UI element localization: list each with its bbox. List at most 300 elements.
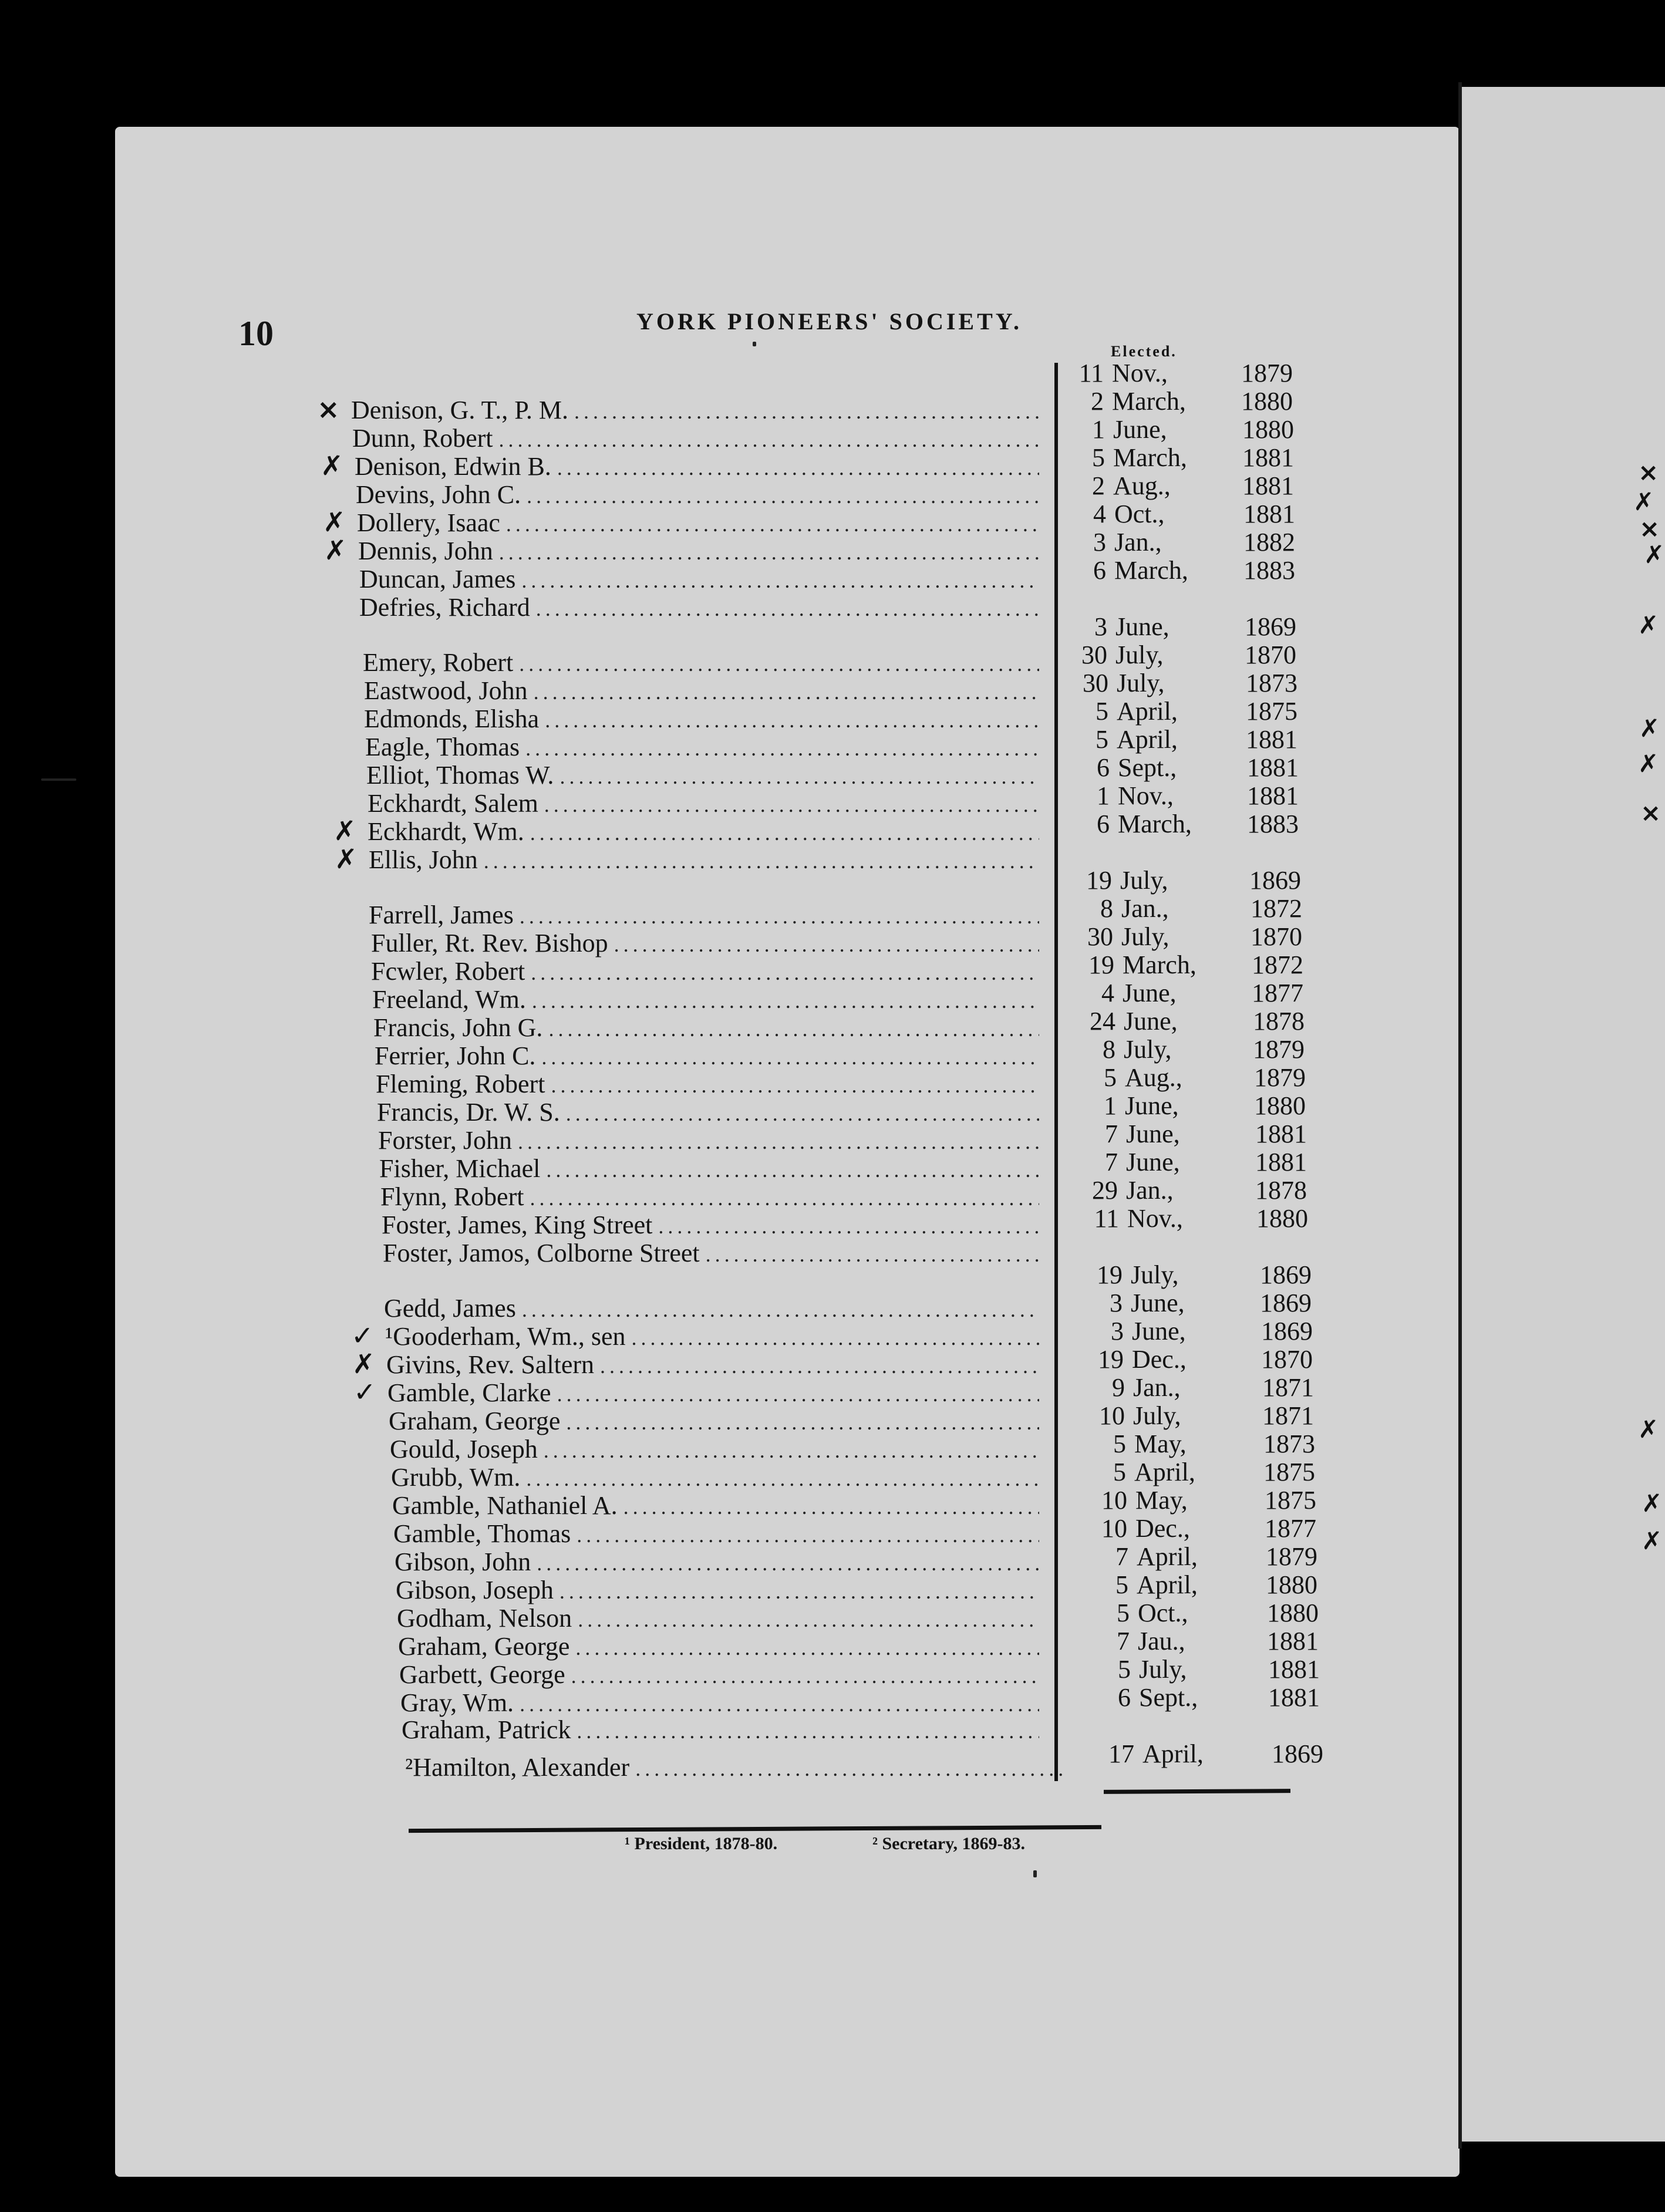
dot-leader	[538, 1437, 1039, 1464]
member-name: Dennis, John	[358, 537, 493, 565]
member-name: Gould, Joseph	[390, 1435, 538, 1464]
checkmark-annotation: ✓	[351, 1320, 374, 1351]
member-name: Farrell, James	[369, 901, 514, 929]
member-name: Duncan, James	[359, 565, 516, 594]
date-year: 1877	[1265, 1514, 1316, 1543]
elected-column-heading: Elected.	[1111, 343, 1177, 360]
member-row	[380, 1183, 1039, 1210]
date-month: March,	[1112, 387, 1186, 416]
member-name: Graham, George	[389, 1407, 561, 1435]
dot-leader	[538, 791, 1039, 818]
member-row	[372, 986, 1039, 1013]
facing-page-mark: ✗	[1639, 714, 1660, 743]
elected-date	[1071, 528, 1295, 557]
date-month: April,	[1134, 1458, 1195, 1486]
facing-page-edge	[1458, 87, 1665, 2142]
dot-leader	[629, 1755, 1063, 1782]
dot-leader	[569, 1634, 1039, 1661]
date-month: March,	[1114, 556, 1188, 585]
date-month: April,	[1142, 1739, 1204, 1768]
date-month: Oct.,	[1138, 1599, 1188, 1627]
dot-leader	[652, 1213, 1039, 1240]
member-name: Flynn, Robert	[380, 1182, 524, 1211]
member-name: Dollery, Isaac	[357, 508, 500, 537]
elected-date	[1091, 1458, 1315, 1486]
member-row	[371, 958, 1039, 985]
date-day: 11	[1094, 1204, 1119, 1233]
member-name: Freeland, Wm.	[372, 985, 526, 1014]
elected-date	[1081, 1064, 1306, 1092]
date-day: 3	[1110, 1289, 1123, 1317]
date-month: June,	[1126, 1148, 1180, 1176]
member-row	[393, 1520, 1039, 1547]
date-day: 10	[1101, 1486, 1127, 1515]
date-year: 1881	[1242, 471, 1294, 500]
date-month: June,	[1126, 1120, 1180, 1148]
dot-leader	[560, 1409, 1039, 1436]
date-month: Aug.,	[1125, 1063, 1182, 1092]
date-year: 1881	[1242, 443, 1294, 472]
date-day: 8	[1103, 1035, 1115, 1064]
checkmark-annotation: ×	[317, 393, 340, 425]
member-row	[369, 847, 1039, 874]
date-month: July,	[1121, 922, 1169, 951]
elected-date	[1083, 1120, 1307, 1148]
member-row	[391, 1464, 1039, 1491]
date-year: 1873	[1263, 1429, 1315, 1458]
elected-date	[1094, 1599, 1319, 1627]
date-month: June,	[1115, 612, 1169, 641]
dot-leader	[493, 539, 1039, 566]
footnote-president: ¹ President, 1878-80.	[625, 1834, 778, 1853]
date-day: 3	[1111, 1317, 1124, 1346]
elected-date	[1074, 810, 1299, 838]
date-year: 1869	[1245, 612, 1296, 641]
member-row	[366, 762, 1039, 789]
date-month: July,	[1120, 866, 1168, 895]
dot-leader	[554, 763, 1039, 790]
member-name: Graham, Patrick	[402, 1715, 571, 1744]
elected-date	[1092, 1486, 1316, 1515]
member-row	[377, 1099, 1039, 1126]
date-month: June,	[1113, 415, 1167, 444]
member-name: Forster, John	[378, 1126, 513, 1155]
member-name: Francis, Dr. W. S.	[377, 1098, 560, 1127]
checkmark-annotation: ✗	[335, 843, 358, 875]
date-month: Sept.,	[1139, 1683, 1198, 1712]
column-divider	[1054, 363, 1058, 1781]
date-year: 1871	[1262, 1373, 1314, 1402]
dot-leader	[526, 987, 1039, 1014]
date-day: 3	[1093, 528, 1106, 557]
date-year: 1875	[1265, 1486, 1316, 1515]
checkmark-annotation: ✗	[333, 815, 356, 847]
date-day: 19	[1097, 1260, 1123, 1289]
dot-leader	[571, 1522, 1039, 1549]
date-year: 1880	[1256, 1204, 1308, 1233]
member-row	[355, 453, 1039, 480]
elected-date	[1078, 923, 1302, 951]
dot-leader	[512, 1128, 1039, 1155]
date-day: 30	[1087, 922, 1113, 951]
elected-date	[1083, 1176, 1307, 1205]
date-day: 30	[1083, 669, 1108, 697]
member-row	[373, 1014, 1039, 1041]
dot-leader	[542, 1016, 1039, 1043]
member-row	[356, 481, 1039, 508]
dot-leader	[515, 567, 1039, 594]
member-name: Foster, James, King Street	[382, 1210, 653, 1239]
member-name: Givins, Rev. Saltern	[386, 1350, 594, 1379]
page-gutter	[1458, 82, 1462, 2149]
elected-date	[1092, 1515, 1316, 1543]
date-month: Nov.,	[1127, 1204, 1183, 1233]
member-name: Eckhardt, Salem	[368, 789, 538, 818]
elected-date	[1079, 951, 1303, 979]
member-row	[375, 1043, 1039, 1070]
facing-page-mark: ✗	[1644, 540, 1665, 569]
elected-date	[1090, 1374, 1314, 1402]
date-year: 1870	[1261, 1345, 1313, 1374]
date-day: 10	[1101, 1514, 1127, 1543]
date-month: April,	[1117, 697, 1178, 726]
facing-page-mark: ×	[1638, 458, 1659, 487]
date-month: April,	[1117, 725, 1178, 754]
date-year: 1870	[1251, 922, 1302, 951]
member-row	[390, 1436, 1039, 1463]
facing-page-mark: ✗	[1642, 1489, 1663, 1518]
date-day: 2	[1091, 387, 1104, 416]
checkmark-annotation: ✗	[352, 1348, 375, 1380]
date-year: 1881	[1247, 781, 1299, 810]
dot-leader	[513, 650, 1039, 677]
date-month: July,	[1124, 1035, 1172, 1064]
member-row	[351, 397, 1039, 424]
elected-date	[1071, 500, 1295, 528]
date-day: 5	[1113, 1429, 1126, 1458]
dot-leader	[560, 1100, 1039, 1127]
date-year: 1875	[1246, 697, 1297, 726]
date-day: 6	[1093, 556, 1106, 585]
member-row	[364, 677, 1039, 704]
member-row	[396, 1577, 1039, 1604]
member-name: Elliot, Thomas W.	[366, 761, 554, 790]
member-row	[368, 818, 1039, 845]
date-year: 1881	[1247, 753, 1299, 782]
dot-leader	[514, 1691, 1039, 1718]
facing-page-mark: ×	[1639, 514, 1660, 543]
dot-leader	[608, 931, 1039, 958]
checkmark-annotation: ✗	[321, 450, 343, 481]
facing-page-mark: ✗	[1638, 1415, 1659, 1444]
ink-speck	[1033, 1870, 1037, 1877]
elected-date	[1088, 1317, 1313, 1346]
member-row	[405, 1754, 1063, 1781]
member-name: Eckhardt, Wm.	[368, 817, 524, 846]
elected-date	[1074, 782, 1299, 810]
date-day: 1	[1104, 1091, 1117, 1120]
member-name: Ellis, John	[369, 845, 478, 874]
member-name: Gibson, Joseph	[396, 1576, 554, 1604]
date-day: 5	[1096, 697, 1108, 726]
date-year: 1871	[1262, 1401, 1314, 1430]
date-month: June,	[1131, 1289, 1185, 1317]
date-day: 6	[1118, 1683, 1131, 1712]
date-year: 1880	[1242, 415, 1294, 444]
date-day: 5	[1096, 725, 1108, 754]
member-row	[398, 1633, 1039, 1660]
dot-leader	[554, 1578, 1039, 1605]
elected-date	[1079, 979, 1303, 1007]
elected-date	[1081, 1092, 1306, 1120]
date-day: 19	[1088, 950, 1114, 979]
elected-date	[1078, 895, 1302, 923]
elected-date	[1077, 866, 1301, 895]
dot-leader	[478, 848, 1039, 875]
elected-date	[1070, 472, 1294, 500]
date-day: 4	[1093, 500, 1106, 528]
dot-leader	[551, 1381, 1039, 1408]
facing-page-mark: ✗	[1638, 611, 1659, 639]
member-row	[379, 1155, 1039, 1182]
date-day: 19	[1098, 1345, 1124, 1374]
dot-leader	[500, 511, 1039, 538]
dot-leader	[572, 1606, 1039, 1633]
elected-date	[1073, 669, 1297, 697]
member-row	[363, 649, 1039, 676]
member-row	[365, 734, 1039, 761]
date-month: Sept.,	[1118, 753, 1177, 782]
dot-leader	[626, 1324, 1039, 1351]
date-day: 7	[1117, 1627, 1130, 1655]
date-month: July,	[1139, 1655, 1187, 1684]
elected-date	[1069, 387, 1293, 416]
elected-date	[1093, 1571, 1317, 1599]
date-month: July,	[1115, 640, 1164, 669]
checkmark-annotation: ✓	[353, 1376, 376, 1408]
dot-leader	[520, 735, 1039, 762]
footnote-secretary: ² Secretary, 1869-83.	[872, 1834, 1026, 1853]
date-day: 11	[1078, 359, 1104, 387]
checkmark-annotation: ✗	[324, 534, 347, 566]
member-name: Edmonds, Elisha	[364, 704, 540, 733]
date-year: 1872	[1252, 950, 1303, 979]
member-name: Denison, Edwin B.	[355, 452, 551, 481]
elected-date	[1093, 1543, 1317, 1571]
date-day: 5	[1118, 1655, 1131, 1684]
date-month: Dec.,	[1132, 1345, 1187, 1374]
elected-date	[1080, 1036, 1305, 1064]
date-day: 4	[1101, 979, 1114, 1007]
facing-page-mark: ✗	[1633, 487, 1654, 516]
date-day: 6	[1097, 753, 1110, 782]
elected-date	[1072, 613, 1296, 641]
member-row	[358, 538, 1039, 565]
date-year: 1879	[1253, 1035, 1305, 1064]
member-row	[383, 1240, 1039, 1267]
member-row	[376, 1071, 1039, 1098]
date-day: 8	[1100, 894, 1113, 923]
member-name: Eastwood, John	[364, 676, 528, 705]
elected-date	[1070, 416, 1294, 444]
member-row	[399, 1661, 1039, 1688]
date-year: 1883	[1247, 810, 1299, 838]
elected-date	[1074, 754, 1299, 782]
date-year: 1879	[1266, 1542, 1317, 1571]
date-month: June,	[1124, 1007, 1178, 1036]
date-month: July,	[1131, 1260, 1179, 1289]
date-year: 1880	[1241, 387, 1293, 416]
date-year: 1881	[1268, 1655, 1320, 1684]
elected-date	[1071, 557, 1295, 585]
elected-date	[1094, 1627, 1319, 1655]
date-year: 1869	[1249, 866, 1301, 895]
member-row	[368, 790, 1039, 817]
date-month: Oct.,	[1114, 500, 1165, 528]
date-day: 7	[1105, 1120, 1118, 1148]
elected-date	[1080, 1007, 1305, 1036]
member-name: ¹Gooderham, Wm., sen	[385, 1322, 626, 1351]
date-year: 1880	[1254, 1091, 1306, 1120]
member-name: Garbett, George	[399, 1660, 565, 1689]
member-row	[352, 425, 1039, 452]
member-row	[395, 1549, 1039, 1576]
date-day: 7	[1105, 1148, 1118, 1176]
date-year: 1881	[1267, 1627, 1319, 1655]
member-name: Gray, Wm.	[400, 1688, 514, 1717]
date-day: 5	[1092, 443, 1105, 472]
date-year: 1869	[1272, 1739, 1323, 1768]
date-year: 1870	[1245, 640, 1296, 669]
date-month: April,	[1137, 1542, 1198, 1571]
date-month: March,	[1113, 443, 1187, 472]
date-month: Jau.,	[1138, 1627, 1185, 1655]
date-month: June,	[1132, 1317, 1186, 1346]
date-day: 5	[1117, 1599, 1130, 1627]
date-day: 1	[1092, 415, 1105, 444]
date-month: July,	[1133, 1401, 1181, 1430]
member-row	[402, 1717, 1039, 1744]
date-month: Jan.,	[1133, 1373, 1181, 1402]
member-name: Devins, John C.	[356, 480, 521, 509]
member-name: Godham, Nelson	[397, 1604, 572, 1633]
date-day: 5	[1113, 1458, 1126, 1486]
date-month: Dec.,	[1135, 1514, 1190, 1543]
date-year: 1872	[1251, 894, 1302, 923]
date-day: 10	[1099, 1401, 1125, 1430]
date-month: May,	[1134, 1429, 1187, 1458]
dot-leader	[528, 679, 1039, 706]
member-row	[359, 594, 1039, 621]
date-month: Aug.,	[1113, 471, 1171, 500]
member-name: Fisher, Michael	[379, 1154, 541, 1183]
dot-leader	[524, 820, 1039, 847]
elected-date	[1099, 1740, 1323, 1768]
date-year: 1880	[1267, 1599, 1319, 1627]
dot-leader	[545, 1072, 1039, 1099]
date-year: 1882	[1243, 528, 1295, 557]
dot-leader	[618, 1493, 1039, 1520]
dot-leader	[540, 1156, 1039, 1183]
member-name: Gamble, Clarke	[387, 1378, 551, 1407]
facing-page-mark: ×	[1640, 798, 1661, 827]
date-year: 1869	[1261, 1317, 1313, 1346]
member-name: Gamble, Nathaniel A.	[392, 1491, 618, 1520]
date-day: 24	[1090, 1007, 1115, 1036]
date-year: 1881	[1268, 1683, 1320, 1712]
date-day: 5	[1104, 1063, 1117, 1092]
date-year: 1873	[1246, 669, 1297, 697]
facing-page-mark: ✗	[1642, 1526, 1663, 1555]
date-day: 30	[1081, 640, 1107, 669]
date-month: Jan.,	[1121, 894, 1169, 923]
date-day: 5	[1115, 1570, 1128, 1599]
member-row	[357, 510, 1039, 537]
date-month: Jan.,	[1114, 528, 1162, 557]
date-year: 1877	[1252, 979, 1303, 1007]
date-year: 1879	[1241, 359, 1293, 387]
date-year: 1869	[1260, 1260, 1312, 1289]
date-year: 1880	[1266, 1570, 1317, 1599]
dot-leader	[539, 707, 1039, 734]
member-row	[386, 1351, 1039, 1378]
date-month: Nov.,	[1112, 359, 1168, 387]
member-row	[378, 1127, 1039, 1154]
elected-date	[1069, 359, 1293, 387]
dot-leader	[530, 595, 1039, 622]
date-day: 19	[1086, 866, 1112, 895]
member-name: Graham, George	[398, 1632, 570, 1661]
date-day: 17	[1108, 1739, 1134, 1768]
member-row	[384, 1295, 1039, 1322]
elected-date	[1091, 1430, 1315, 1458]
date-day: 7	[1115, 1542, 1128, 1571]
member-name: Fuller, Rt. Rev. Bishop	[371, 929, 608, 957]
member-name: Defries, Richard	[359, 593, 530, 622]
dot-leader	[565, 1663, 1039, 1690]
date-month: March,	[1123, 950, 1196, 979]
elected-date	[1087, 1289, 1312, 1317]
member-name: Ferrier, John C.	[375, 1041, 536, 1070]
member-name: ²Hamilton, Alexander	[405, 1753, 630, 1782]
date-day: 2	[1092, 471, 1105, 500]
elected-date	[1096, 1655, 1320, 1684]
ink-speck	[41, 778, 76, 781]
member-name: Eagle, Thomas	[365, 733, 520, 761]
date-month: May,	[1135, 1486, 1188, 1515]
dot-leader	[551, 454, 1039, 481]
dot-leader	[525, 959, 1039, 986]
member-row	[359, 566, 1039, 593]
dot-leader	[514, 903, 1039, 930]
dot-leader	[568, 398, 1039, 425]
member-row	[400, 1690, 1039, 1717]
date-year: 1878	[1253, 1007, 1305, 1036]
dot-leader	[700, 1241, 1039, 1268]
date-month: June,	[1123, 979, 1177, 1007]
page-title: YORK PIONEERS' SOCIETY.	[636, 308, 1022, 335]
date-year: 1879	[1254, 1063, 1306, 1092]
member-name: Dunn, Robert	[352, 424, 493, 453]
facing-page-mark: ✗	[1638, 749, 1659, 778]
dot-leader	[521, 483, 1039, 510]
member-name: Fleming, Robert	[376, 1070, 545, 1098]
date-year: 1881	[1246, 725, 1297, 754]
elected-date	[1083, 1148, 1307, 1176]
member-name: Francis, John G.	[373, 1013, 543, 1042]
date-year: 1878	[1255, 1176, 1307, 1205]
date-year: 1869	[1260, 1289, 1312, 1317]
